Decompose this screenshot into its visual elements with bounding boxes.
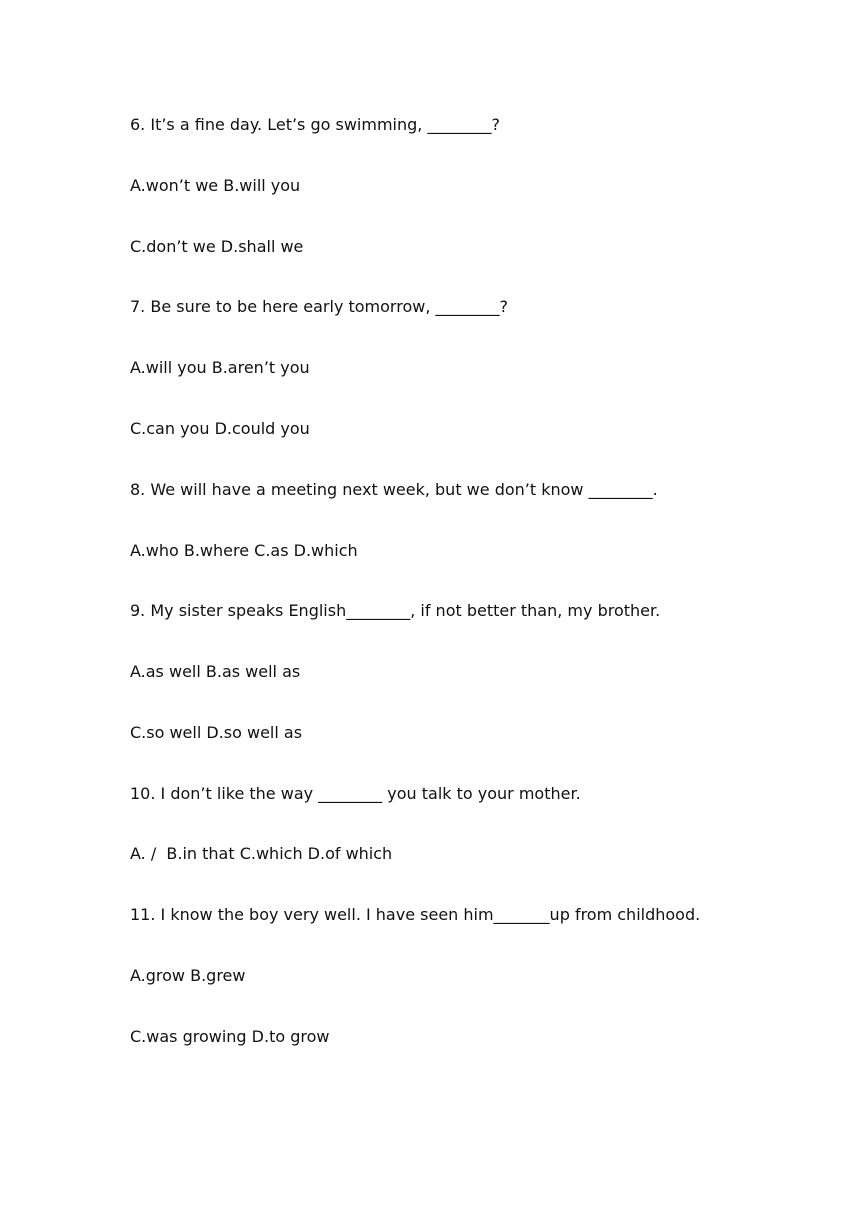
question-6-options-cd: C.don’t we D.shall we [130, 237, 304, 256]
question-11-options-ab: A.grow B.grew [130, 966, 246, 985]
question-11-options-cd: C.was growing D.to grow [130, 1027, 330, 1046]
question-7-options-ab: A.will you B.aren’t you [130, 358, 310, 377]
question-10-stem: 10. I don’t like the way ________ you talk to your mother. [130, 784, 581, 803]
question-6-options-ab: A.won’t we B.will you [130, 176, 301, 195]
question-11-stem: 11. I know the boy very well. I have seen him_______up from childhood. [130, 905, 701, 924]
question-7-options-cd: C.can you D.could you [130, 419, 310, 438]
question-8-options: A.who B.where C.as D.which [130, 541, 358, 560]
question-9-options-cd: C.so well D.so well as [130, 723, 303, 742]
question-7-stem: 7. Be sure to be here early tomorrow, ________? [130, 297, 508, 316]
question-8-stem: 8. We will have a meeting next week, but we don’t know ________. [130, 480, 658, 499]
question-10-options: A. / B.in that C.which D.of which [130, 844, 393, 863]
question-9-stem: 9. My sister speaks English________, if not better than, my brother. [130, 601, 661, 620]
question-6-stem: 6. It’s a fine day. Let’s go swimming, ________? [130, 115, 500, 134]
question-9-options-ab: A.as well B.as well as [130, 662, 301, 681]
